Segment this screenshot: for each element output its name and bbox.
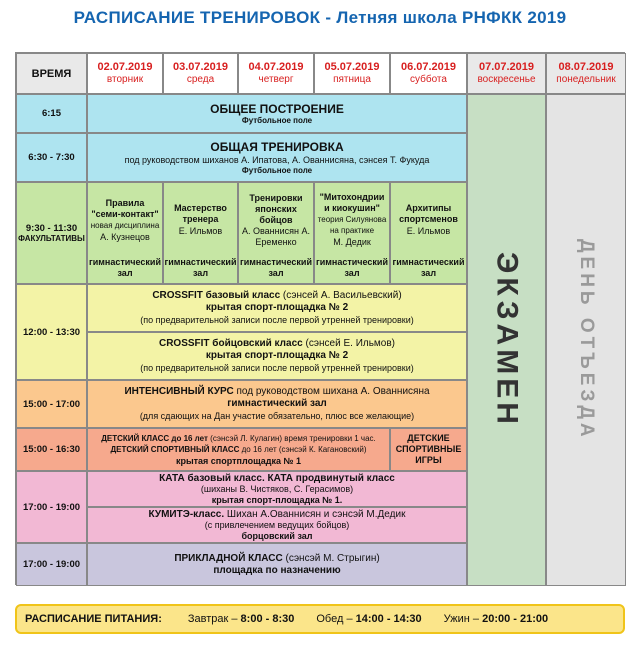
day-date: 07.07.2019 xyxy=(478,61,535,73)
exam-label: ЭКЗАМЕН xyxy=(490,252,524,428)
elective-coach: А. Кузнецов xyxy=(100,231,150,242)
meal-name: Ужин – xyxy=(443,613,480,625)
elective-title-2: спортсменов xyxy=(399,214,458,224)
day-name: пятница xyxy=(333,74,371,85)
event-title: КАТА базовый класс. КАТА продвинутый класс xyxy=(159,472,395,484)
meal-name: Обед – xyxy=(316,613,353,625)
time-cell xyxy=(16,284,87,380)
meal-name: Завтрак – xyxy=(187,613,238,625)
departure-label: ДЕНЬ ОТЪЕЗДА xyxy=(576,239,597,441)
event-applied xyxy=(87,543,467,586)
day-date: 03.07.2019 xyxy=(172,61,229,73)
meal-breakfast xyxy=(188,613,295,625)
elective-title-2: "семи-контакт" xyxy=(91,208,159,219)
event-detail: до 16 лет (сэнсэй К. Кагановский) xyxy=(241,444,367,454)
event-note: (для сдающих на Дан участие обязательно, плюс все желающие) xyxy=(139,411,415,421)
event-note: (с привлечением ведущих бойцов) xyxy=(204,519,350,530)
elective-title-2: тренера xyxy=(182,214,219,224)
event-kids-games xyxy=(390,428,467,471)
day-name: воскресенье xyxy=(477,74,536,85)
time-label: 17:00 - 19:00 xyxy=(22,559,81,570)
time-sublabel: ФАКУЛЬТАТИВЫ xyxy=(18,234,85,243)
exam-column xyxy=(467,94,546,586)
header-day-6 xyxy=(467,53,546,94)
elective-title-1: Тренировки xyxy=(249,192,303,203)
event-note: (по предварительной записи после первой утренней тренировки) xyxy=(140,315,414,325)
time-label: 12:00 - 13:30 xyxy=(22,326,81,338)
day-name: понедельник xyxy=(556,74,616,85)
time-cell xyxy=(16,471,87,543)
event-title: ДЕТСКИЕ СПОРТИВНЫЕ ИГРЫ xyxy=(395,433,462,465)
time-cell xyxy=(16,94,87,133)
event-subtitle: под руководством шиханов А. Ипатова, А. Ованнисяна, сэнсея Т. Фукуда xyxy=(124,154,430,165)
elective-title-2: и киокушин" xyxy=(324,203,380,213)
time-cell xyxy=(16,543,87,586)
time-cell xyxy=(16,133,87,182)
day-name: среда xyxy=(186,74,215,85)
elective-title-2: японских xyxy=(255,203,297,214)
schedule-grid xyxy=(15,52,625,585)
header-day-1 xyxy=(87,53,163,94)
event-note: (по предварительной записи после первой утренней тренировки) xyxy=(140,363,414,373)
event-title: ОБЩАЯ ТРЕНИРОВКА xyxy=(210,139,344,154)
event-intensive xyxy=(87,380,467,428)
elective-coach: М. Дедик xyxy=(333,237,371,247)
event-title: ДЕТСКИЙ КЛАСС до 16 лет xyxy=(101,433,208,443)
event-title: ДЕТСКИЙ СПОРТИВНЫЙ КЛАСС xyxy=(110,444,240,454)
event-kids-classes xyxy=(87,428,390,471)
event-coach: (сэнсей А. Васильевский) xyxy=(282,290,402,301)
day-name: вторник xyxy=(106,74,144,85)
day-date: 04.07.2019 xyxy=(248,61,304,73)
elective-cell xyxy=(238,182,314,284)
meal-lunch xyxy=(316,613,421,625)
event-crossfit-basic xyxy=(87,284,467,332)
elective-note: теория Силуянова на практике xyxy=(317,215,387,235)
day-name: четверг xyxy=(258,74,294,85)
event-coach: (шиханы В. Чистяков, С. Герасимов) xyxy=(200,483,354,494)
elective-title-1: Мастерство xyxy=(174,203,227,213)
event-coach: (сэнсэй М. Стрыгин) xyxy=(285,552,380,564)
elective-place: гимнастический зал xyxy=(239,257,312,278)
elective-place: гимнастический зал xyxy=(315,257,388,278)
event-place: крытая спортплощадка № 1 xyxy=(175,455,302,466)
event-place: крытая спорт-площадка № 2 xyxy=(205,350,349,361)
elective-coach: Е. Ильмов xyxy=(178,226,223,236)
event-general-training xyxy=(87,133,467,182)
event-general-lineup xyxy=(87,94,467,133)
time-cell xyxy=(16,428,87,471)
event-place: Футбольное поле xyxy=(241,165,313,175)
meal-dinner xyxy=(444,613,548,625)
event-kata xyxy=(87,471,467,507)
event-title: ПРИКЛАДНОЙ КЛАСС xyxy=(174,552,283,564)
event-coach: (сэнсей Е. Ильмов) xyxy=(305,338,396,349)
event-title: CROSSFIT базовый класс xyxy=(152,290,281,301)
meal-time: 8:00 - 8:30 xyxy=(240,613,295,625)
day-date: 05.07.2019 xyxy=(324,61,380,73)
event-place: крытая спорт-площадка № 1. xyxy=(211,494,343,505)
event-title: ОБЩЕЕ ПОСТРОЕНИЕ xyxy=(210,101,344,116)
time-label: 17:00 - 19:00 xyxy=(22,501,81,513)
time-label: 6:15 xyxy=(41,108,61,119)
day-date: 02.07.2019 xyxy=(97,61,153,73)
event-detail: (сэнсэй Л. Кулагин) время тренировки 1 час. xyxy=(210,433,376,443)
page-title: РАСПИСАНИЕ ТРЕНИРОВОК - Летняя школа РНФКК 2019 xyxy=(73,8,567,27)
event-kumite xyxy=(87,507,467,543)
time-cell xyxy=(16,380,87,428)
header-day-5 xyxy=(390,53,467,94)
time-label: 6:30 - 7:30 xyxy=(28,152,75,163)
event-place: крытая спорт-площадка № 2 xyxy=(205,302,349,313)
time-cell xyxy=(16,182,87,284)
header-day-4 xyxy=(314,53,390,94)
elective-title-1: Архитипы xyxy=(405,203,452,213)
event-place: гимнастический зал xyxy=(227,398,327,409)
elective-place: гимнастический зал xyxy=(164,257,237,278)
event-subtitle: под руководством шихана А. Ованнисяна xyxy=(236,386,430,397)
day-date: 06.07.2019 xyxy=(400,61,457,73)
elective-title-1: Правила xyxy=(105,197,145,208)
meal-time: 20:00 - 21:00 xyxy=(482,613,549,625)
event-place: Футбольное поле xyxy=(241,115,313,125)
header-time-cell xyxy=(16,53,87,94)
header-time-label: ВРЕМЯ xyxy=(31,67,72,80)
day-name: суббота xyxy=(410,74,447,85)
elective-title-3: бойцов xyxy=(259,214,293,225)
event-place: борцовский зал xyxy=(241,530,313,541)
elective-cell xyxy=(390,182,467,284)
event-crossfit-fighting xyxy=(87,332,467,380)
header-day-2 xyxy=(163,53,238,94)
event-title: CROSSFIT бойцовский класс xyxy=(158,338,303,349)
elective-place: гимнастический зал xyxy=(88,257,161,278)
elective-coach: А. Ованнисян А. Еременко xyxy=(241,225,310,247)
time-label: 15:00 - 16:30 xyxy=(22,444,81,455)
elective-cell xyxy=(163,182,238,284)
meal-time: 14:00 - 14:30 xyxy=(355,613,422,625)
header-day-3 xyxy=(238,53,314,94)
day-date: 08.07.2019 xyxy=(558,61,614,73)
event-title: ИНТЕНСИВНЫЙ КУРС xyxy=(124,386,234,397)
event-place: площадка по назначению xyxy=(213,564,341,576)
meal-schedule xyxy=(15,604,625,634)
departure-column xyxy=(546,94,626,586)
time-label: 15:00 - 17:00 xyxy=(22,398,81,410)
elective-coach: Е. Ильмов xyxy=(406,226,451,236)
event-coach: Шихан А.Ованнисян и сэнсэй М.Дедик xyxy=(226,508,406,520)
meal-schedule-label: РАСПИСАНИЕ ПИТАНИЯ: xyxy=(25,613,162,625)
elective-cell xyxy=(314,182,390,284)
elective-cell xyxy=(87,182,163,284)
elective-note: новая дисциплина xyxy=(90,220,160,230)
time-label: 9:30 - 11:30 xyxy=(25,223,78,234)
event-title: КУМИТЭ-класс. xyxy=(148,508,225,520)
elective-title-1: "Митохондрии xyxy=(319,192,385,202)
elective-place: гимнастический зал xyxy=(392,257,465,278)
header-day-7 xyxy=(546,53,626,94)
